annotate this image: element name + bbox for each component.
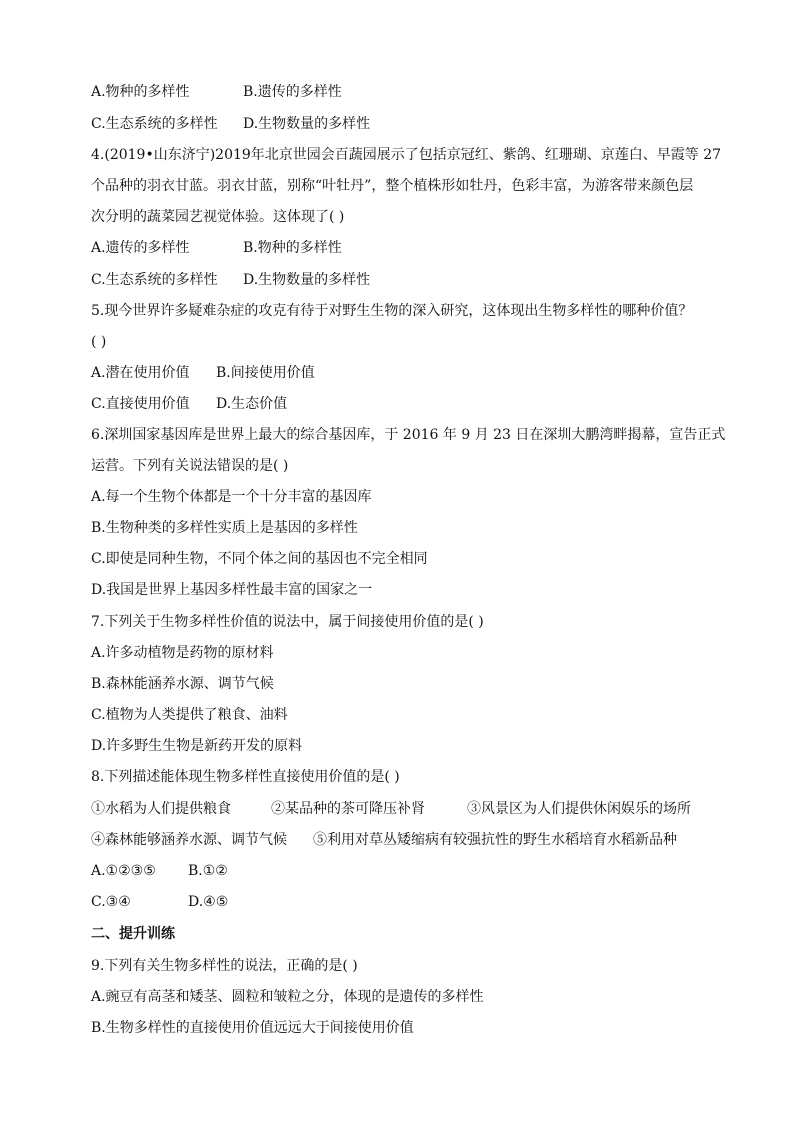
question-9-option-a: A.豌豆有高茎和矮茎、圆粒和皱粒之分，体现的是遗传的多样性 <box>91 989 484 1005</box>
option-c: C.生态系统的多样性 <box>91 116 218 132</box>
statement-1: ①水稻为人们提供粮食 <box>91 801 231 817</box>
option-d: D.④⑤ <box>188 894 229 910</box>
question-6-option-d: D.我国是世界上基因多样性最丰富的国家之一 <box>91 582 373 598</box>
question-8-options-cd <box>91 892 228 912</box>
question-8-statements-row-2 <box>91 830 677 850</box>
option-b: B.①② <box>188 863 228 879</box>
option-a: A.①②③⑤ <box>91 863 156 879</box>
option-b: B.间接使用价值 <box>216 365 315 381</box>
option-a: A.物种的多样性 <box>91 84 190 100</box>
question-7-option-d: D.许多野生生物是新药开发的原料 <box>91 738 303 754</box>
option-b: B.遗传的多样性 <box>243 84 342 100</box>
option-d: D.生态价值 <box>216 396 288 412</box>
question-5-line-1: 5.现今世界许多疑难杂症的攻克有待于对野生生物的深入研究，这体现出生物多样性的哪种价值？ <box>91 303 693 319</box>
question-7-option-c: C.植物为人类提供了粮食、油料 <box>91 707 288 723</box>
option-d: D.生物数量的多样性 <box>243 272 371 288</box>
question-7-line-1: 7.下列关于生物多样性价值的说法中，属于间接使用价值的是( ) <box>91 614 484 630</box>
option-d: D.生物数量的多样性 <box>243 116 371 132</box>
question-9-option-b: B.生物多样性的直接使用价值远远大于间接使用价值 <box>91 1020 414 1036</box>
option-b: B.物种的多样性 <box>243 240 342 256</box>
option-c: C.③④ <box>91 894 131 910</box>
option-a: A.遗传的多样性 <box>91 240 190 256</box>
question-5-options-cd <box>91 394 287 414</box>
statement-4: ④森林能够涵养水源、调节气候 <box>91 832 287 848</box>
question-9-line-1: 9.下列有关生物多样性的说法，正确的是( ) <box>91 958 358 974</box>
question-6-line-1: 6.深圳国家基因库是世界上最大的综合基因库，于 2016 年 9 月 23 日在深圳大鹏湾畔揭幕，宣告正式 <box>91 427 726 443</box>
question-4-options-cd <box>91 270 370 290</box>
question-6-line-2: 运营。下列有关说法错误的是( ) <box>91 458 289 474</box>
question-4-line-2: 个品种的羽衣甘蓝。羽衣甘蓝，别称“叶牡丹”，整个植株形如牡丹，色彩丰富，为游客带来颜色层 <box>91 178 694 194</box>
question-6-option-a: A.每一个生物个体都是一个十分丰富的基因库 <box>91 489 372 505</box>
option-c: C.生态系统的多样性 <box>91 272 218 288</box>
statement-3: ③风景区为人们提供休闲娱乐的场所 <box>467 801 691 817</box>
question-3-options-ab <box>91 82 342 102</box>
question-8-options-ab <box>91 861 228 881</box>
question-4-options-ab <box>91 238 342 258</box>
question-5-line-2: ( ) <box>91 334 107 350</box>
option-c: C.直接使用价值 <box>91 396 190 412</box>
question-7-option-a: A.许多动植物是药物的原材料 <box>91 645 274 661</box>
question-4-line-1: 4.(2019•山东济宁)2019年北京世园会百蔬园展示了包括京冠红、紫鸽、红珊瑚、京莲白、早霞等 27 <box>91 147 722 163</box>
statement-2: ②某品种的茶可降压补肾 <box>271 801 425 817</box>
question-6-option-c: C.即使是同种生物，不同个体之间的基因也不完全相同 <box>91 551 428 567</box>
question-8-statements-row-1 <box>91 799 691 819</box>
question-6-option-b: B.生物种类的多样性实质上是基因的多样性 <box>91 520 358 536</box>
question-3-options-cd <box>91 114 370 134</box>
question-8-line-1: 8.下列描述能体现生物多样性直接使用价值的是( ) <box>91 769 400 785</box>
statement-5: ⑤利用对草丛矮缩病有较强抗性的野生水稻培育水稻新品种 <box>313 832 677 848</box>
section-heading: 二、提升训练 <box>91 926 175 942</box>
question-5-options-ab <box>91 363 315 383</box>
question-7-option-b: B.森林能涵养水源、调节气候 <box>91 676 274 692</box>
question-4-line-3: 次分明的蔬菜园艺视觉体验。这体现了( ) <box>91 209 345 225</box>
option-a: A.潜在使用价值 <box>91 365 190 381</box>
